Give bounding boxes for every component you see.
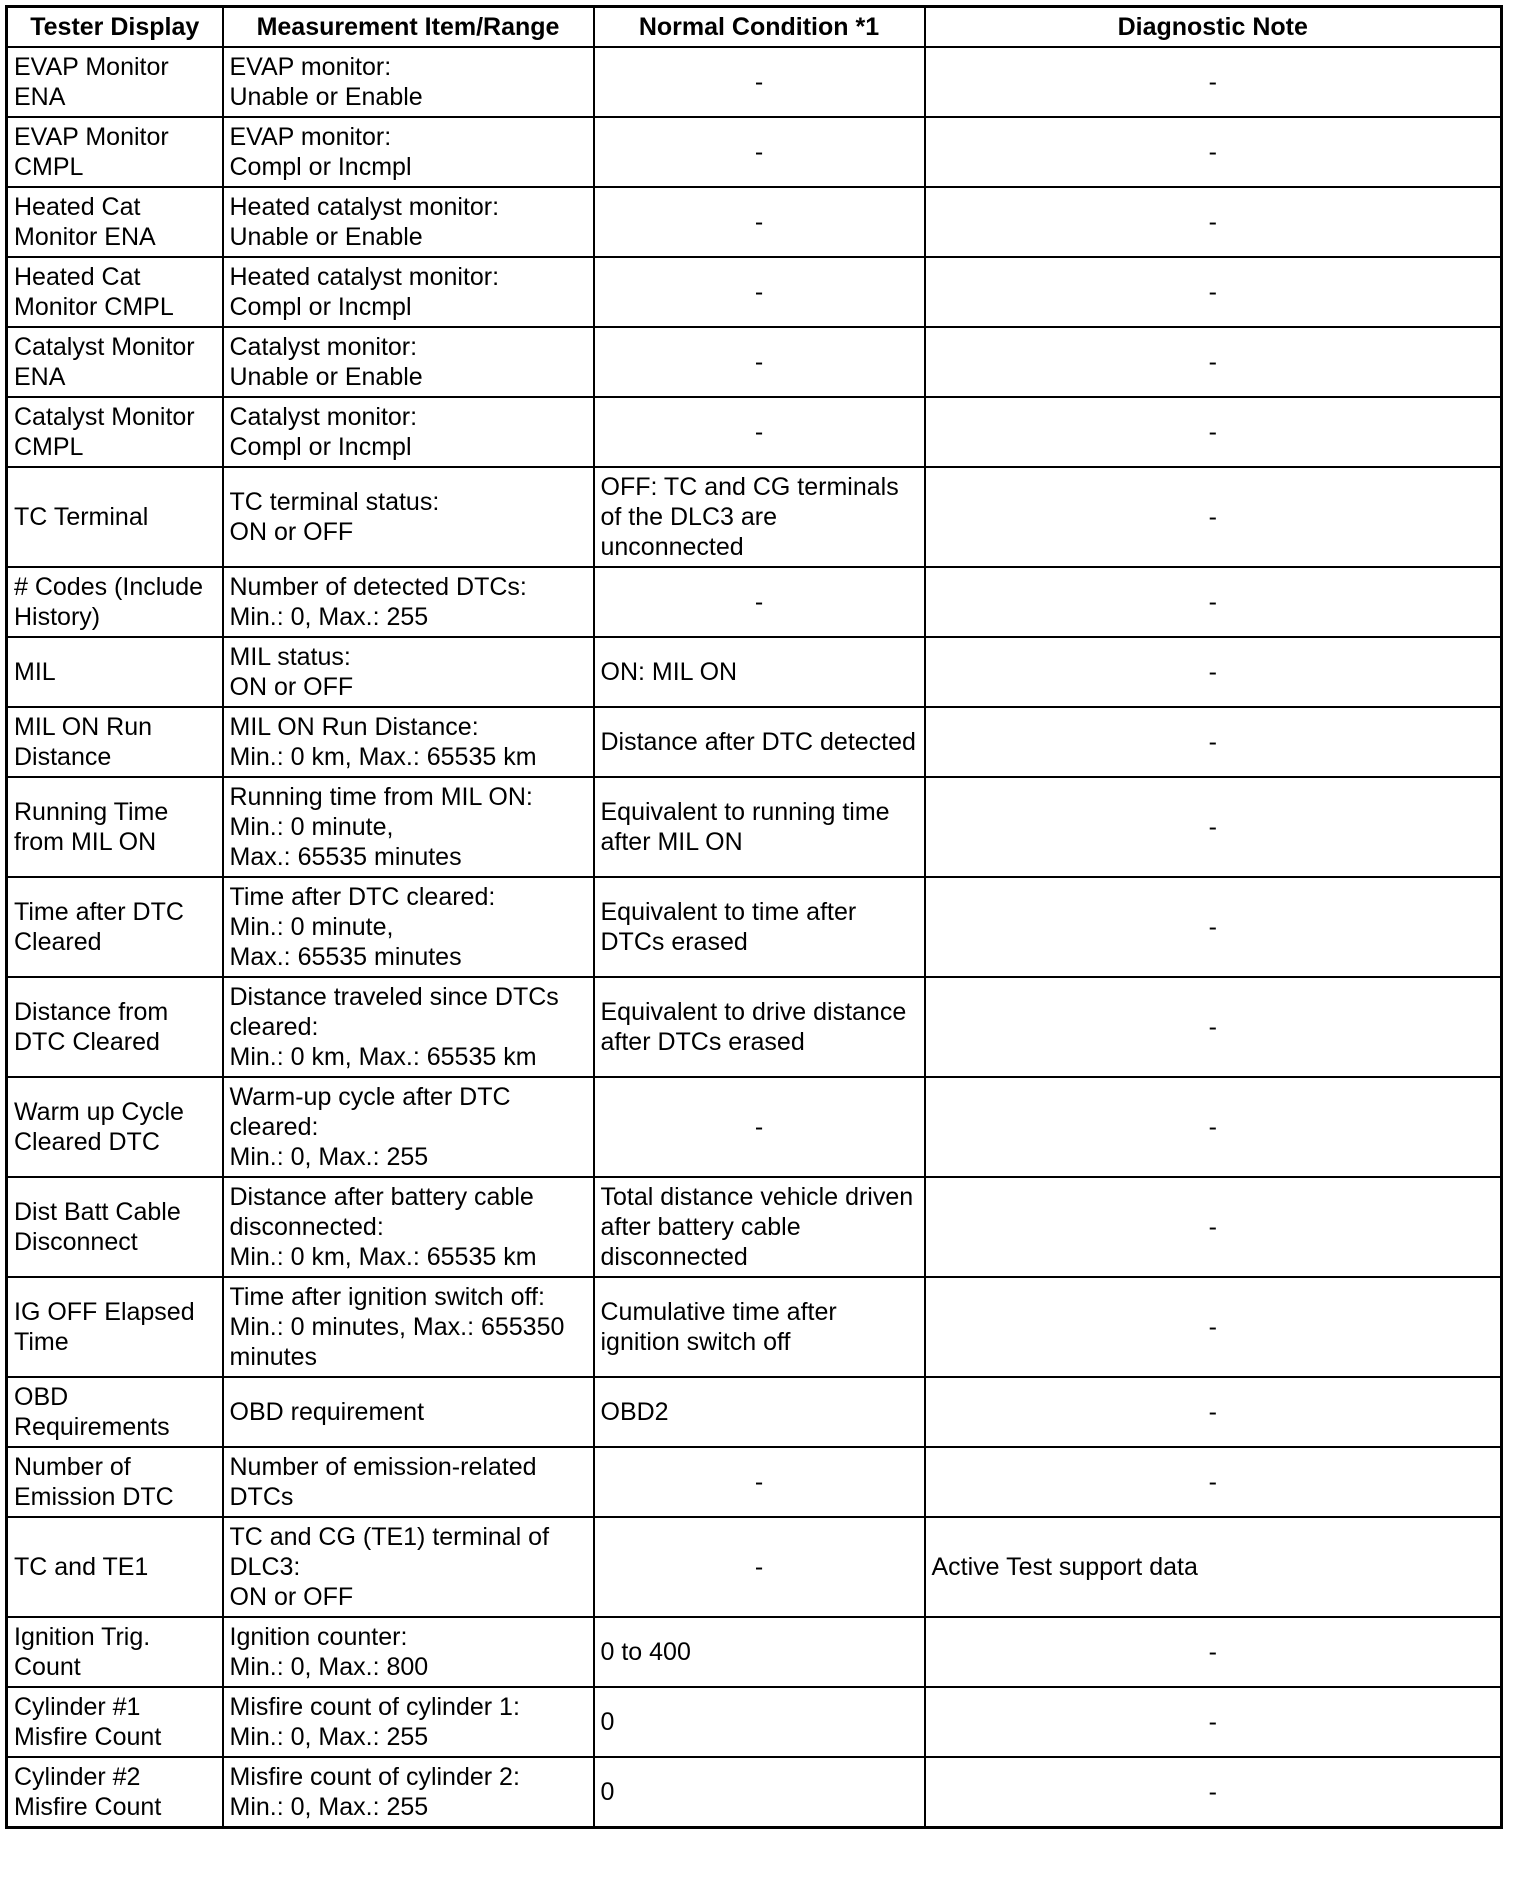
- cell-tester-display: TC and TE1: [7, 1517, 223, 1617]
- cell-measurement-range: Catalyst monitor: Compl or Incmpl: [223, 397, 594, 467]
- cell-measurement-range: Misfire count of cylinder 2: Min.: 0, Max.: 255: [223, 1757, 594, 1828]
- cell-normal-condition: OBD2: [594, 1377, 925, 1447]
- cell-measurement-range: Ignition counter: Min.: 0, Max.: 800: [223, 1617, 594, 1687]
- cell-measurement-range: EVAP monitor: Compl or Incmpl: [223, 117, 594, 187]
- cell-normal-condition: -: [594, 187, 925, 257]
- cell-diagnostic-note: -: [925, 707, 1502, 777]
- cell-measurement-range: Number of detected DTCs: Min.: 0, Max.: 255: [223, 567, 594, 637]
- cell-diagnostic-note: -: [925, 257, 1502, 327]
- table-row: [7, 1687, 1502, 1757]
- header-diagnostic-note: Diagnostic Note: [925, 7, 1502, 48]
- table-row: [7, 117, 1502, 187]
- cell-measurement-range: Running time from MIL ON: Min.: 0 minute, Max.: 65535 minutes: [223, 777, 594, 877]
- cell-measurement-range: MIL ON Run Distance: Min.: 0 km, Max.: 65535 km: [223, 707, 594, 777]
- cell-diagnostic-note: -: [925, 327, 1502, 397]
- table-row: [7, 1377, 1502, 1447]
- cell-diagnostic-note: -: [925, 1377, 1502, 1447]
- cell-diagnostic-note: -: [925, 467, 1502, 567]
- table-row: [7, 1447, 1502, 1517]
- data-list-table-container: [5, 5, 1500, 1829]
- cell-normal-condition: -: [594, 397, 925, 467]
- cell-tester-display: Warm up Cycle Cleared DTC: [7, 1077, 223, 1177]
- table-row: [7, 257, 1502, 327]
- cell-diagnostic-note: Active Test support data: [925, 1517, 1502, 1617]
- table-row: [7, 467, 1502, 567]
- cell-tester-display: Time after DTC Cleared: [7, 877, 223, 977]
- cell-diagnostic-note: -: [925, 1177, 1502, 1277]
- cell-normal-condition: 0: [594, 1687, 925, 1757]
- cell-normal-condition: Cumulative time after ignition switch off: [594, 1277, 925, 1377]
- cell-measurement-range: TC terminal status: ON or OFF: [223, 467, 594, 567]
- cell-normal-condition: Total distance vehicle driven after battery cable disconnected: [594, 1177, 925, 1277]
- cell-normal-condition: Distance after DTC detected: [594, 707, 925, 777]
- cell-diagnostic-note: -: [925, 637, 1502, 707]
- cell-diagnostic-note: -: [925, 397, 1502, 467]
- table-row: [7, 187, 1502, 257]
- table-row: [7, 977, 1502, 1077]
- cell-normal-condition: OFF: TC and CG terminals of the DLC3 are unconnected: [594, 467, 925, 567]
- cell-tester-display: OBD Requirements: [7, 1377, 223, 1447]
- cell-normal-condition: ON: MIL ON: [594, 637, 925, 707]
- cell-diagnostic-note: -: [925, 1687, 1502, 1757]
- cell-normal-condition: -: [594, 567, 925, 637]
- header-normal-condition: Normal Condition *1: [594, 7, 925, 48]
- table-row: [7, 1077, 1502, 1177]
- table-row: [7, 47, 1502, 117]
- data-list-table: [5, 5, 1503, 1829]
- cell-tester-display: Cylinder #1 Misfire Count: [7, 1687, 223, 1757]
- table-row: [7, 637, 1502, 707]
- table-row: [7, 567, 1502, 637]
- cell-tester-display: Distance from DTC Cleared: [7, 977, 223, 1077]
- cell-normal-condition: -: [594, 47, 925, 117]
- cell-diagnostic-note: -: [925, 47, 1502, 117]
- cell-tester-display: Ignition Trig. Count: [7, 1617, 223, 1687]
- cell-diagnostic-note: -: [925, 1757, 1502, 1828]
- cell-measurement-range: OBD requirement: [223, 1377, 594, 1447]
- table-row: [7, 1617, 1502, 1687]
- table-row: [7, 777, 1502, 877]
- table-row: [7, 327, 1502, 397]
- cell-diagnostic-note: -: [925, 977, 1502, 1077]
- cell-normal-condition: -: [594, 1447, 925, 1517]
- table-row: [7, 877, 1502, 977]
- cell-tester-display: MIL: [7, 637, 223, 707]
- table-header-row: [7, 7, 1502, 48]
- cell-tester-display: Cylinder #2 Misfire Count: [7, 1757, 223, 1828]
- header-measurement-item: Measurement Item/Range: [223, 7, 594, 48]
- cell-tester-display: EVAP Monitor ENA: [7, 47, 223, 117]
- cell-diagnostic-note: -: [925, 1077, 1502, 1177]
- cell-normal-condition: -: [594, 117, 925, 187]
- cell-diagnostic-note: -: [925, 877, 1502, 977]
- cell-normal-condition: -: [594, 1517, 925, 1617]
- cell-tester-display: # Codes (Include History): [7, 567, 223, 637]
- header-tester-display: Tester Display: [7, 7, 223, 48]
- cell-diagnostic-note: -: [925, 117, 1502, 187]
- cell-normal-condition: -: [594, 257, 925, 327]
- table-row: [7, 1177, 1502, 1277]
- cell-diagnostic-note: -: [925, 567, 1502, 637]
- cell-measurement-range: Time after ignition switch off: Min.: 0 minutes, Max.: 655350 minutes: [223, 1277, 594, 1377]
- cell-measurement-range: EVAP monitor: Unable or Enable: [223, 47, 594, 117]
- cell-tester-display: MIL ON Run Distance: [7, 707, 223, 777]
- cell-tester-display: Catalyst Monitor CMPL: [7, 397, 223, 467]
- cell-measurement-range: Heated catalyst monitor: Unable or Enable: [223, 187, 594, 257]
- table-row: [7, 1277, 1502, 1377]
- cell-measurement-range: Warm-up cycle after DTC cleared: Min.: 0, Max.: 255: [223, 1077, 594, 1177]
- cell-tester-display: Heated Cat Monitor ENA: [7, 187, 223, 257]
- cell-tester-display: Heated Cat Monitor CMPL: [7, 257, 223, 327]
- cell-normal-condition: Equivalent to running time after MIL ON: [594, 777, 925, 877]
- cell-measurement-range: Misfire count of cylinder 1: Min.: 0, Max.: 255: [223, 1687, 594, 1757]
- cell-normal-condition: 0 to 400: [594, 1617, 925, 1687]
- table-row: [7, 1517, 1502, 1617]
- cell-normal-condition: -: [594, 1077, 925, 1177]
- cell-tester-display: Dist Batt Cable Disconnect: [7, 1177, 223, 1277]
- cell-tester-display: Running Time from MIL ON: [7, 777, 223, 877]
- cell-tester-display: Number of Emission DTC: [7, 1447, 223, 1517]
- cell-normal-condition: Equivalent to time after DTCs erased: [594, 877, 925, 977]
- cell-normal-condition: -: [594, 327, 925, 397]
- cell-measurement-range: Heated catalyst monitor: Compl or Incmpl: [223, 257, 594, 327]
- cell-diagnostic-note: -: [925, 187, 1502, 257]
- table-row: [7, 1757, 1502, 1828]
- cell-diagnostic-note: -: [925, 777, 1502, 877]
- cell-measurement-range: Time after DTC cleared: Min.: 0 minute, Max.: 65535 minutes: [223, 877, 594, 977]
- cell-tester-display: TC Terminal: [7, 467, 223, 567]
- table-row: [7, 397, 1502, 467]
- cell-measurement-range: Catalyst monitor: Unable or Enable: [223, 327, 594, 397]
- cell-normal-condition: Equivalent to drive distance after DTCs erased: [594, 977, 925, 1077]
- cell-diagnostic-note: -: [925, 1447, 1502, 1517]
- cell-measurement-range: Distance traveled since DTCs cleared: Min.: 0 km, Max.: 65535 km: [223, 977, 594, 1077]
- cell-normal-condition: 0: [594, 1757, 925, 1828]
- cell-tester-display: EVAP Monitor CMPL: [7, 117, 223, 187]
- cell-diagnostic-note: -: [925, 1277, 1502, 1377]
- cell-measurement-range: MIL status: ON or OFF: [223, 637, 594, 707]
- cell-measurement-range: Distance after battery cable disconnected: Min.: 0 km, Max.: 65535 km: [223, 1177, 594, 1277]
- cell-diagnostic-note: -: [925, 1617, 1502, 1687]
- cell-tester-display: IG OFF Elapsed Time: [7, 1277, 223, 1377]
- cell-measurement-range: TC and CG (TE1) terminal of DLC3: ON or OFF: [223, 1517, 594, 1617]
- table-row: [7, 707, 1502, 777]
- cell-measurement-range: Number of emission-related DTCs: [223, 1447, 594, 1517]
- cell-tester-display: Catalyst Monitor ENA: [7, 327, 223, 397]
